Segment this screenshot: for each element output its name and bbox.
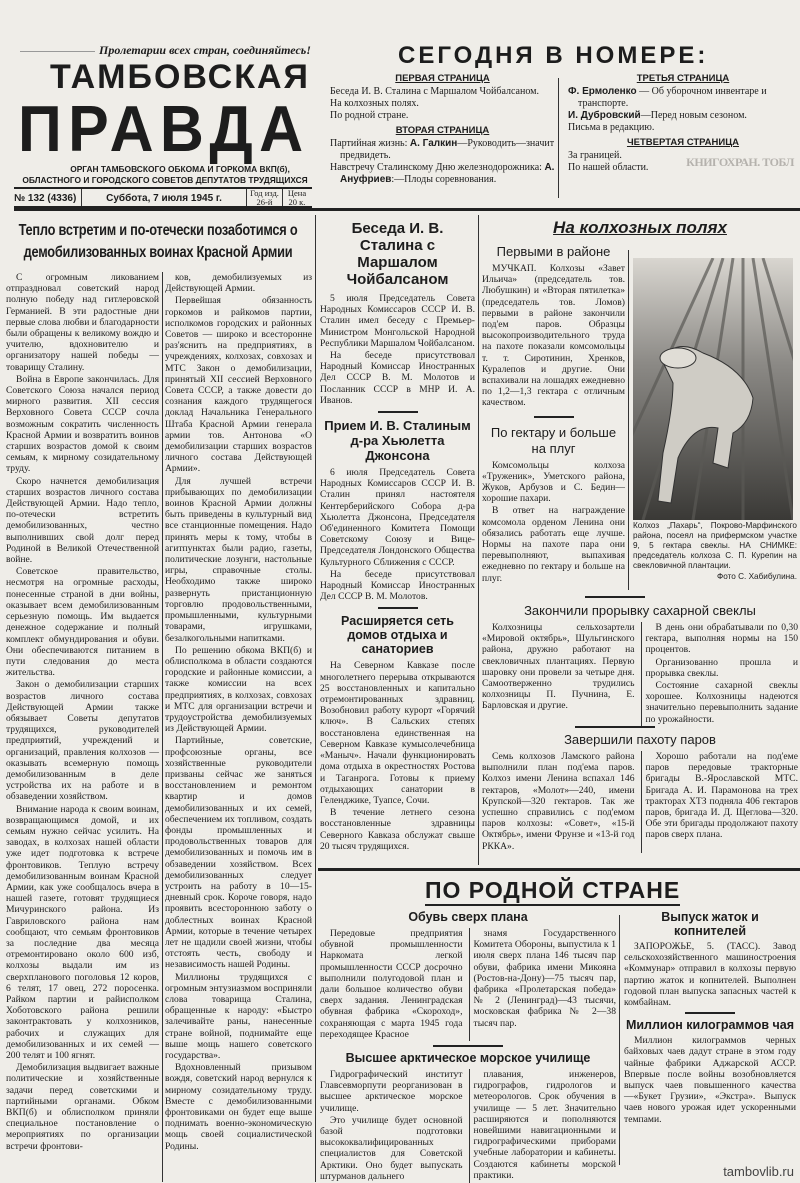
newspaper-name-top: ТАМБОВСКАЯ (50, 58, 310, 96)
article-body (482, 460, 625, 584)
separator (685, 1012, 735, 1014)
motto-rule (20, 51, 95, 52)
article-title: Обувь сверх плана (408, 910, 528, 924)
issue-date: Суббота, 7 июля 1945 г. (82, 189, 247, 206)
article-body (320, 467, 475, 602)
contents-item[interactable]: За границей. (568, 150, 622, 161)
item-text: —Перед новым сезоном. (640, 110, 747, 121)
price-box (283, 189, 311, 206)
article-title: Закончили прорывку сахарной свеклы (524, 603, 756, 618)
contents-item[interactable] (568, 110, 798, 122)
top-rule (14, 208, 800, 211)
contents-page-1-2 (330, 72, 555, 186)
contents-item[interactable] (568, 86, 798, 110)
editorial-col-2 (165, 272, 312, 1153)
contents-page4-items (568, 150, 648, 174)
newspaper-name-main: ПРАВДА (18, 92, 310, 166)
separator (575, 726, 655, 728)
paragraph: Война в Европе закончилась. Для Советского Союза начался период мирного развития. XII сессия Верховного Совета СССР сочла возможным сократить численность Красной Армии и возвратить воинов старших возрастов домой к своим семьям, к мирному созидательному труду. (6, 373, 159, 475)
paragraph: Это училище будет основной базой подготовки высококвалифицированных специалистов для Советской Арктики. Оно будет выпускать штурманов дальнего (320, 1114, 463, 1182)
library-stamp: КНИГОХРАН. ТОБЛ (686, 155, 794, 169)
paragraph: МУЧКАП. Колхозы «Завет Ильича» (председатель тов. Любушкин) и «Вторая пятилетка» (председатель тов. Ломов) первыми в районе закончили под'ем паров. Образцы высокопроизводительного труда на пахоте показали комсомольцы т. т. Сиротинин, Хренков, Куралепов и другие. Они вспахивали на лошадях ежедневно по 1,2—1,3 гектара с отличным качеством. (482, 263, 625, 409)
paragraph: Для лучшей встречи прибывающих по демобилизации воинов Красной Армии должны быть приведены в культурный вид все станционные помещения. Надо принять меры к тому, чтобы в агитпунктах были радио, газеты, политические лозунги, настольные игры, справочные столы. Необходимо также широко развернуть пристанционную торговлю продовольственными, промышленными, культурными товарами, игрушками, безалкогольными напитками. (165, 475, 312, 644)
paragraph: Хорошо работали на под'еме паров передовые тракторные бригады В.-Ярославской МТС. Бригада А. И. Парамонова на трех тракторах ХТЗ подняла 406 гектаров паров, бригада И. Д. Щеглова—320. Обе эти бригады продолжают пахоту паров сверх плана. (645, 751, 798, 841)
issue-bar (14, 189, 312, 208)
item-text: — Об уборочном инвентаре и транспорте. (578, 86, 767, 109)
separator (585, 596, 645, 598)
paragraph: Комсомольцы колхоза «Труженик», Уметского района, Жуков, Арбузов и С. Бедин—хорошие пахари. (482, 459, 625, 505)
kolkhoz-section-title: На колхозных полях (553, 218, 727, 237)
editorial-col-1 (6, 272, 159, 1153)
contents-heading-page3: ТРЕТЬЯ СТРАНИЦА (636, 73, 730, 84)
article-body (320, 293, 475, 406)
paragraph: В ответ на награждение комсомола орденом Ленина они обязались работать еще лучше. Нормы на пахоте пара они перевыполняют, выпахивая ежедневно по гектару и больше на плуг. (482, 505, 625, 584)
contents-heading-page1: ПЕРВАЯ СТРАНИЦА (395, 73, 490, 84)
paragraph: Закон о демобилизации старших возрастов личного состава Действующей Армии также обязывает Советы депутатов трудящихся, руководителей предприятий, учреждений и организаций, правления колхозов — оказывать всемерную помощь демобилизованным в деле устройства их на работе и в обзаведении хозяйством. (6, 679, 159, 803)
paragraph: По решению обкома ВКП(б) и облисполкома в области создаются городские и районные комиссии, а также комиссии на всех предприятиях, в колхозах, совхозах и МТС для организации встречи и трудоустройства демобилизуемых из Действующей Армии. (165, 644, 312, 735)
price-value: 20 к. (288, 196, 306, 207)
paragraph: Гидрографический институт Главсевморпути реорганизован в высшее арктическое морское училище. (320, 1069, 463, 1114)
paragraph: ков, демобилизуемых из Действующей Армии. (165, 272, 312, 295)
column-divider (628, 250, 629, 590)
paragraph: Состояние сахарной свеклы хорошее. Колхозницы надеются значительно перевыполнить задание по урожайности. (645, 680, 798, 725)
contents-heading-page4: ЧЕТВЕРТАЯ СТРАНИЦА (626, 137, 740, 148)
paragraph: Вдохновленный призывом вождя, советский народ вернулся к мирному созидательному труду. Вместе с демобилизованными фронтовиками он будет еще выше поднимать военно-экономическую мощь своей социалистической Родины. (165, 1062, 312, 1152)
contents-item[interactable] (330, 162, 555, 186)
article-title: Выпуск жаток и копнителей (661, 910, 759, 938)
issue-number: № 132 (4336) (14, 189, 82, 206)
column-divider (478, 215, 479, 865)
arctic-article (320, 1069, 616, 1183)
article-col (641, 751, 799, 853)
article-col (482, 622, 635, 726)
paragraph: С огромным ликованием отпраздновал советский народ полную победу над гитлеровской Германией. В эти радостные дни первые слова любви и благодарности были обращены к великому вождю и учителю, вдохновителю и организатору нашей победы — товарищу Сталину. (6, 272, 159, 373)
article-col (469, 928, 617, 1041)
section-rule (318, 868, 800, 871)
paragraph: На беседе присутствовал Народный Комиссар Иностранных Дел СССР В. М. Молотов и Посланник СССР в МНР И. А. Иванов. (320, 350, 475, 406)
year-label: Год изд. (250, 188, 279, 198)
article-col (482, 751, 635, 853)
paragraph: Миллионы трудящихся с огромным энтузиазмом восприняли слова товарища Сталина, обращенные к народу: «Быстро залечивайте раны, нанесенные стране войной, поднимайте еще выше мощь нашего советского государства». (165, 971, 312, 1062)
contents-item[interactable]: Беседа И. В. Сталина с Маршалом Чойбалсаном. (330, 86, 539, 97)
paragraph: знамя Государственного Комитета Обороны, выпустила к 1 июля сверх плана 146 тысяч пар обуви, фабрика имени Микояна (Ростов-на-Дону)—75 тысяч пар, фабрика «Пролетарская победа» № 2 (Ленинград)—43 тысячи, московская фабрика № 2—38 тысяч пар. (473, 928, 616, 1029)
contents-box (318, 40, 800, 210)
separator (378, 411, 418, 413)
organ-line-1: ОРГАН ТАМБОВСКОГО ОБКОМА И ГОРКОМА ВКП(б), (70, 164, 290, 174)
country-right (624, 910, 796, 1126)
article-title: Высшее арктическое морское училище (345, 1051, 591, 1066)
beet-article (482, 622, 798, 726)
contents-item[interactable]: По нашей области. (568, 162, 649, 173)
paragraph: Внимание народа к своим воинам, возвращающимся домой, и их семьям нужно сейчас усилить. На заводах, в колхозах нашей области уже идет подготовка к встрече фронтовиков. Теплую встречу демобилизованным воинам Красной Армии, как уже сообщалось вчера в нашей газете, готовят трудящиеся Мичуринского района. Из Гавриловского района нам сообщают, что семьям фронтовиков за последние два месяца отремонтировано около 600 изб, колхозы выдали им из сверхпланового поголовья 12 коров, 6 телят, 17 овец, 272 поросенка. Райком партии и райисполком Хоботовского района решили законтрактовать у колхозников, рабочих и служащих для демобилизованных и их семей — 200 телят и 100 ягнят. (6, 803, 159, 1062)
paragraph: Миллион килограммов черных байховых чаев дадут стране в этом году чайные фабрики Аджарской АССР. Впервые после войны возобновляется выпуск чаев повышенного качества—«Букет Грузии», «Экстра». Выпуск чаев нового урожая идет ускоренными темпами. (624, 1035, 796, 1125)
article-col (320, 928, 463, 1041)
kolkhoz-left (482, 244, 625, 585)
item-author: И. Дубровский (568, 110, 641, 121)
article-title: Завершили пахоту паров (564, 732, 716, 747)
fallow-article (482, 751, 798, 853)
article-title: По гектару и больше на плуг (490, 424, 617, 456)
column-divider (315, 215, 316, 1182)
article-title: Первыми в районе (496, 244, 611, 259)
contents-item[interactable] (330, 138, 555, 162)
paragraph: Передовые предприятия обувной промышленности Наркомата легкой промышленности СССР досрочно выполнили полугодовой план и дали большое количество обуви сверх задания. Ленинградская обувная фабрика «Скороход», сохраняющая с марта 1945 года переходящее Красное (320, 928, 463, 1040)
year-box (247, 189, 283, 206)
paragraph: В день они обрабатывали по 0,30 гектара, выполняя нормы на 150 процентов. (645, 622, 798, 656)
item-text: —Руководить—значит предвидеть. (340, 138, 555, 161)
photo-caption: Колхоз „Пахарь“, Покрово-Марфинского района, посеял на прифермском участке 9, 5 гектара свеклы. НА СНИМКЕ: председатель колхоза С. П. Курепин на свекловичной плантации. (633, 521, 797, 570)
article-title: Беседа И. В. Сталина с Маршалом Чойбалсаном (346, 220, 449, 288)
item-author: Ф. Ермоленко (568, 86, 637, 97)
contents-title: СЕГОДНЯ В НОМЕРЕ: (398, 42, 709, 69)
paragraph: На беседе присутствовал Народный Комиссар Иностранных Дел СССР В. М. Молотов. (320, 568, 475, 603)
separator (534, 416, 574, 418)
paragraph: 6 июля Председатель Совета Народных Комиссаров СССР И. В. Сталин принял настоятеля Кентерберийского Собора д-ра Хьюлетта Джонсона, Председателя Об'единенного Комитета Помощи Советскому Союзу и Вице-Председателя Лондонского Общества Культурного Сближения с СССР. (320, 467, 475, 568)
item-prefix: Партийная жизнь: (330, 138, 410, 149)
paragraph: Скоро начнется демобилизация старших возрастов личного состава Действующей Армии. Надо тепло, по-отечески встретить демобилизованных, честно выполнивших свой долг перед Родиной в Великой Отечественной войне. (6, 475, 159, 566)
paragraph: В течение летнего сезона восстановленные здравницы Северного Кавказа обслужат свыше 20 тысяч трудящихся. (320, 807, 475, 852)
price-label: Цена (287, 188, 307, 198)
organ-line-2: ОБЛАСТНОГО И ГОРОДСКОГО СОВЕТОВ ДЕПУТАТОВ ТРУДЯЩИХСЯ (22, 175, 308, 185)
item-author: А. Галкин (409, 138, 458, 149)
shoes-article (320, 928, 616, 1041)
paragraph: Колхозницы сельхозартели «Мировой октябрь», Шульгинского района, дружно работают на свекловичных плантациях. Первую шаровку они провели за четыре дня. Самоотверженно трудились колхозницы П. Пучнина, Е. Барловская и другие. (482, 622, 635, 712)
paragraph: Партийные, советские, профсоюзные органы, все хозяйственные руководители призваны сейчас же заняться восстановлением и ремонтом квартир и домов демобилизованных и их семей, обеспечением их топливом, создать фонды промышленных и продовольственных товаров для демобилизованных и помочь им в обзаведении хозяйством. Всех демобилизованных следует устроить на работу в 10—15-дневный срок. Короче говоря, надо проявить всестороннюю заботу о доблестных воинах Красной Армии, которые в течение четырех лет не щадили своей жизни, чтобы отстоять честь, свободу и независимость нашей Родины. (165, 735, 312, 971)
article-title: Прием И. В. Сталиным д-ра Хьюлетта Джонсона (324, 418, 471, 464)
article-body (624, 941, 796, 1008)
article-body (624, 1035, 796, 1125)
article-col (320, 1069, 463, 1183)
item-text: :—Плоды соревнования. (391, 174, 497, 185)
item-author: А. Ануфриев (340, 162, 555, 185)
beet-field-photo (633, 258, 793, 520)
article-title: Расширяется сеть домов отдыха и санаториев (341, 614, 454, 657)
contents-divider (558, 78, 559, 198)
article-col (469, 1069, 617, 1183)
motto: Пролетарии всех стран, соединяйтесь! (99, 43, 311, 57)
middle-column (320, 220, 475, 853)
editorial-title: Тепло встретим и по-отечески позаботимся о демобилизованных воинах Красной Армии (18, 222, 298, 261)
year-value: 26-й (256, 196, 273, 207)
item-prefix: Навстречу Сталинскому Дню железнодорожника: (330, 162, 545, 173)
country-left (320, 910, 616, 1183)
article-body (482, 263, 625, 409)
article-title: Миллион килограммов чая (625, 1018, 795, 1033)
item-text: Письма в редакцию. (568, 122, 655, 133)
column-divider (619, 915, 620, 1165)
paragraph: 5 июля Председатель Совета Народных Комиссаров СССР И. В. Сталин имел беседу с Премьер-Министром Монгольской Народной Республики Маршалом Чойбалсаном. (320, 293, 475, 349)
contents-heading-page2: ВТОРАЯ СТРАНИЦА (395, 125, 490, 136)
separator (378, 607, 418, 609)
paragraph: Демобилизация выдвигает важные политические и хозяйственные задачи перед советскими и партийными органами. Обком ВКП(б) и облисполком приняли специальное постановление о мероприятиях по организации встречи фронтови- (6, 1062, 159, 1152)
photo-credit: Фото С. Хабибулина. (717, 572, 797, 581)
article-body (320, 660, 475, 851)
separator (433, 1045, 503, 1047)
paragraph: Первейшая обязанность горкомов и райкомов партии, исполкомов городских и районных Советов — широко и всесторонне раз'яснить на предприятиях, в учреждениях, колхозах, совхозах и МТС Закон о демобилизации, принятый XII сессией Верховного Совета СССР, а также довести до сознания каждого трудящегося доклад Начальника Генерального Штаба Красной Армии генерала армии тов. Антонова «О демобилизации старших возрастов личного состава Действующей Армии». (165, 295, 312, 475)
article-col (641, 622, 799, 726)
watermark: tambovlib.ru (723, 1164, 794, 1179)
paragraph: Организованно прошла и прорывка свеклы. (645, 656, 798, 679)
country-section-title: ПО РОДНОЙ СТРАНЕ (425, 877, 680, 906)
contents-page4-row (568, 150, 798, 174)
contents-item[interactable]: На колхозных полях. (330, 98, 419, 109)
contents-item[interactable] (568, 122, 798, 134)
paragraph: плавания, инженеров, гидрографов, гидрологов и метеорологов. Срок обучения в училище — 5 лет. Значительно расширяются и пополняются новейшими навигационными и гидрографическими приборами учебные лаборатории и кабинеты. Создаются кабинеты морской практики. (473, 1069, 616, 1181)
column-divider (162, 272, 163, 1182)
paragraph: Семь колхозов Ламского района выполнили план под'ема паров. Колхоз имени Ленина вспахал 146 гектаров, «Молот»—240, имени Крупской—320 гектаров. Так же успешно справились с под'емом паров колхозы: «Совет», «15-й Октябрь», имени Фрунзе и «13-й год РККА». (482, 751, 635, 852)
contents-page-3-4 (568, 72, 798, 174)
paragraph: Советское правительство, несмотря на огромные расходы, понесенные страной в дни войны, оказывает всем демобилизованным серьезную помощь. Им выдается денежное содержание и полный комплект обмундирования и обуви. Они обеспечиваются питанием в пути следования до места жительства. (6, 566, 159, 679)
contents-item[interactable]: По родной стране. (330, 110, 409, 121)
paragraph: На Северном Кавказе после многолетнего перерыва открываются 25 восстановленных и капитально отремонтированных здравниц. Возобновил работу курорт «Горячий ключ». В Сальских степях восстановлена единственная на Северном Кавказе кумысолечебница «Маныч». Начали функционировать дома отдыха в окрестностях Ростова и Таганрога. Готовы к приему отдыхающих санатории в Геленджике, Туапсе, Сочи. (320, 660, 475, 806)
paragraph: ЗАПОРОЖЬЕ, 5. (ТАСС). Завод сельскохозяйственного машиностроения «Коммунар» отправил в колхозы первую партию жаток и копнителей. Выполнен годовой план выпуска запасных частей к комбайнам. (624, 941, 796, 1009)
